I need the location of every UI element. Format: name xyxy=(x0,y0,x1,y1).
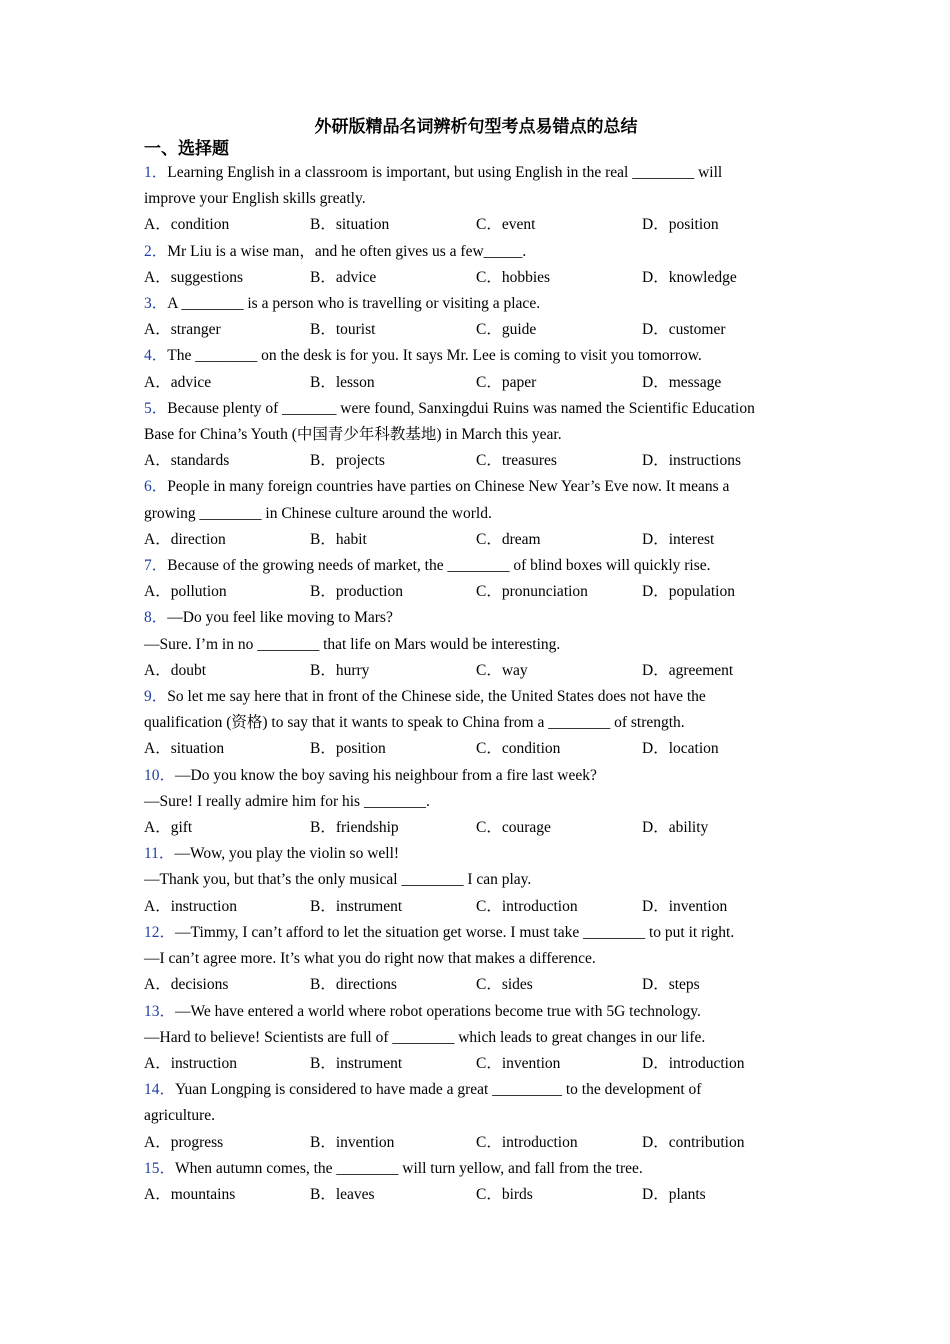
question-line xyxy=(144,605,814,631)
question-text: A ________ is a person who is travelling or visiting a place. xyxy=(167,295,541,313)
answer-options xyxy=(144,972,814,998)
question-number: 13． xyxy=(144,1002,176,1020)
question-number: 11． xyxy=(144,845,175,863)
question-text: —I can’t agree more. It’s what you do right now that makes a difference. xyxy=(144,950,596,968)
question-text: growing ________ in Chinese culture around the world. xyxy=(144,504,492,522)
question-text: —Sure. I’m in no ________ that life on Mars would be interesting. xyxy=(144,635,561,653)
question-text: People in many foreign countries have parties on Chinese New Year’s Eve now. It means a xyxy=(167,478,730,496)
section-heading: 一、选择题 xyxy=(144,139,229,158)
question-line xyxy=(144,763,814,789)
answer-option-d[interactable]: D．introduction xyxy=(642,1054,745,1072)
document-title: 外研版精品名词辨析句型考点易错点的总结 xyxy=(314,117,638,136)
answer-option-c[interactable]: C．introduction xyxy=(476,897,578,915)
question-line xyxy=(144,946,814,972)
question-item xyxy=(144,684,814,763)
question-line xyxy=(144,422,814,448)
question-text: So let me say here that in front of the Chinese side, the United States does not have the xyxy=(167,688,706,706)
answer-option-b[interactable]: B．advice xyxy=(310,268,377,286)
question-text: —Hard to believe! Scientists are full of ________ which leads to great changes in our life. xyxy=(144,1028,706,1046)
question-text: Because plenty of _______ were found, Sanxingdui Ruins was named the Scientific Education xyxy=(167,399,755,417)
answer-options xyxy=(144,1182,814,1208)
answer-option-c[interactable]: C．event xyxy=(476,216,536,234)
answer-option-b[interactable]: B．instrument xyxy=(310,1054,403,1072)
question-item xyxy=(144,1156,814,1208)
answer-option-b[interactable]: B．instrument xyxy=(310,897,403,915)
answer-option-a[interactable]: A．decisions xyxy=(144,976,229,994)
question-number: 10． xyxy=(144,766,176,784)
answer-options xyxy=(144,658,814,684)
answer-option-d[interactable]: D．contribution xyxy=(642,1133,745,1151)
answer-option-d[interactable]: D．knowledge xyxy=(642,268,737,286)
question-item xyxy=(144,553,814,605)
question-text: —Thank you, but that’s the only musical ________ I can play. xyxy=(144,871,532,889)
answer-option-a[interactable]: A．pollution xyxy=(144,583,227,601)
question-item xyxy=(144,160,814,239)
question-item xyxy=(144,605,814,684)
answer-option-d[interactable]: D．location xyxy=(642,740,719,758)
answer-option-c[interactable]: C．hobbies xyxy=(476,268,551,286)
answer-option-d[interactable]: D．population xyxy=(642,583,735,601)
question-number: 9． xyxy=(144,688,168,706)
question-text: Base for China’s Youth (中国青少年科教基地) in March this year. xyxy=(144,426,562,444)
document-page xyxy=(144,114,814,1208)
answer-option-a[interactable]: A．mountains xyxy=(144,1185,236,1203)
answer-options xyxy=(144,894,814,920)
question-line xyxy=(144,1077,814,1103)
answer-option-a[interactable]: A．standards xyxy=(144,452,230,470)
question-item xyxy=(144,474,814,553)
answer-option-b[interactable]: B．lesson xyxy=(310,373,375,391)
question-item xyxy=(144,920,814,999)
answer-option-a[interactable]: A．advice xyxy=(144,373,212,391)
question-text: —Wow, you play the violin so well! xyxy=(174,845,400,863)
question-number: 7． xyxy=(144,557,168,575)
answer-option-b[interactable]: B．invention xyxy=(310,1133,395,1151)
answer-options xyxy=(144,579,814,605)
answer-option-c[interactable]: C．treasures xyxy=(476,452,557,470)
answer-option-c[interactable]: C．condition xyxy=(476,740,561,758)
question-text: Mr Liu is a wise man，and he often gives us a few_____. xyxy=(167,242,527,260)
answer-option-a[interactable]: A．situation xyxy=(144,740,225,758)
question-line xyxy=(144,1025,814,1051)
answer-option-b[interactable]: B．production xyxy=(310,583,403,601)
question-item xyxy=(144,239,814,291)
question-line xyxy=(144,1156,814,1182)
question-number: 3． xyxy=(144,295,168,313)
answer-options xyxy=(144,448,814,474)
answer-option-d[interactable]: D．position xyxy=(642,216,719,234)
question-item xyxy=(144,763,814,842)
question-text: Yuan Longping is considered to have made a great _________ to the development of xyxy=(175,1081,702,1099)
question-line xyxy=(144,1103,814,1129)
answer-option-b[interactable]: B．situation xyxy=(310,216,390,234)
answer-option-b[interactable]: B．directions xyxy=(310,976,397,994)
answer-options xyxy=(144,370,814,396)
answer-option-b[interactable]: B．leaves xyxy=(310,1185,375,1203)
answer-option-d[interactable]: D．interest xyxy=(642,530,715,548)
question-line xyxy=(144,396,814,422)
answer-option-b[interactable]: B．position xyxy=(310,740,386,758)
question-line xyxy=(144,291,814,317)
answer-option-b[interactable]: B．habit xyxy=(310,530,367,548)
question-text: When autumn comes, the ________ will turn yellow, and fall from the tree. xyxy=(175,1159,643,1177)
answer-option-a[interactable]: A．instruction xyxy=(144,897,237,915)
question-text: improve your English skills greatly. xyxy=(144,190,366,208)
answer-option-a[interactable]: A．instruction xyxy=(144,1054,237,1072)
answer-option-d[interactable]: D．message xyxy=(642,373,722,391)
answer-option-c[interactable]: C．pronunciation xyxy=(476,583,588,601)
question-number: 1． xyxy=(144,164,168,181)
question-line xyxy=(144,160,814,186)
question-item xyxy=(144,841,814,920)
question-text: qualification (资格) to say that it wants to speak to China from a ________ of strength. xyxy=(144,714,685,732)
answer-option-b[interactable]: B．projects xyxy=(310,452,385,470)
answer-option-d[interactable]: D．steps xyxy=(642,976,700,994)
answer-option-a[interactable]: A．doubt xyxy=(144,661,207,679)
question-text: —Timmy, I can’t afford to let the situation get worse. I must take ________ to put it right. xyxy=(175,923,735,941)
answer-options xyxy=(144,212,814,238)
answer-option-c[interactable]: C．sides xyxy=(476,976,533,994)
question-number: 14． xyxy=(144,1081,176,1099)
answer-option-d[interactable]: D．agreement xyxy=(642,661,734,679)
answer-option-b[interactable]: B．tourist xyxy=(310,321,376,339)
question-item xyxy=(144,343,814,395)
question-text: agriculture. xyxy=(144,1107,216,1125)
question-line xyxy=(144,684,814,710)
answer-option-d[interactable]: D．customer xyxy=(642,321,726,339)
question-line xyxy=(144,999,814,1025)
question-text: —Sure! I really admire him for his ________. xyxy=(144,792,430,810)
question-line xyxy=(144,474,814,500)
answer-option-a[interactable]: A．stranger xyxy=(144,321,221,339)
question-list xyxy=(144,160,814,1208)
answer-option-c[interactable]: C．way xyxy=(476,661,528,679)
answer-option-c[interactable]: C．courage xyxy=(476,819,551,837)
answer-option-a[interactable]: A．suggestions xyxy=(144,268,244,286)
question-line xyxy=(144,867,814,893)
question-line xyxy=(144,841,814,867)
answer-option-d[interactable]: D．instructions xyxy=(642,452,742,470)
question-item xyxy=(144,396,814,475)
question-text: —Do you know the boy saving his neighbour from a fire last week? xyxy=(175,766,597,784)
answer-option-a[interactable]: A．condition xyxy=(144,216,230,234)
answer-option-c[interactable]: C．paper xyxy=(476,373,537,391)
answer-option-c[interactable]: C．dream xyxy=(476,530,541,548)
question-number: 5． xyxy=(144,399,168,417)
question-text: Because of the growing needs of market, the ________ of blind boxes will quickly rise. xyxy=(167,557,711,575)
question-line xyxy=(144,632,814,658)
answer-options xyxy=(144,265,814,291)
question-line xyxy=(144,789,814,815)
question-number: 2． xyxy=(144,242,168,260)
answer-option-b[interactable]: B．friendship xyxy=(310,819,399,837)
question-text: The ________ on the desk is for you. It says Mr. Lee is coming to visit you tomorrow. xyxy=(167,347,702,365)
answer-option-c[interactable]: C．birds xyxy=(476,1185,533,1203)
answer-option-a[interactable]: A．gift xyxy=(144,819,193,837)
answer-option-b[interactable]: B．hurry xyxy=(310,661,370,679)
question-number: 6． xyxy=(144,478,168,496)
answer-options xyxy=(144,1130,814,1156)
question-item xyxy=(144,999,814,1078)
question-line xyxy=(144,501,814,527)
question-text: —Do you feel like moving to Mars? xyxy=(167,609,393,627)
question-line xyxy=(144,920,814,946)
question-line xyxy=(144,343,814,369)
question-number: 12． xyxy=(144,923,176,941)
question-line xyxy=(144,710,814,736)
answer-option-c[interactable]: C．guide xyxy=(476,321,537,339)
answer-options xyxy=(144,1051,814,1077)
answer-options xyxy=(144,736,814,762)
answer-option-d[interactable]: D．ability xyxy=(642,819,709,837)
answer-option-a[interactable]: A．direction xyxy=(144,530,226,548)
answer-options xyxy=(144,527,814,553)
question-line xyxy=(144,553,814,579)
answer-option-c[interactable]: C．introduction xyxy=(476,1133,578,1151)
answer-options xyxy=(144,317,814,343)
answer-option-a[interactable]: A．progress xyxy=(144,1133,224,1151)
question-number: 8． xyxy=(144,609,168,627)
question-item xyxy=(144,1077,814,1156)
question-text: Learning English in a classroom is important, but using English in the real ________ will xyxy=(167,164,723,181)
answer-option-c[interactable]: C．invention xyxy=(476,1054,561,1072)
question-number: 4． xyxy=(144,347,168,365)
answer-option-d[interactable]: D．plants xyxy=(642,1185,706,1203)
question-text: —We have entered a world where robot operations become true with 5G technology. xyxy=(175,1002,701,1020)
answer-option-d[interactable]: D．invention xyxy=(642,897,728,915)
question-line xyxy=(144,239,814,265)
question-line xyxy=(144,186,814,212)
question-number: 15． xyxy=(144,1159,176,1177)
question-item xyxy=(144,291,814,343)
answer-options xyxy=(144,815,814,841)
